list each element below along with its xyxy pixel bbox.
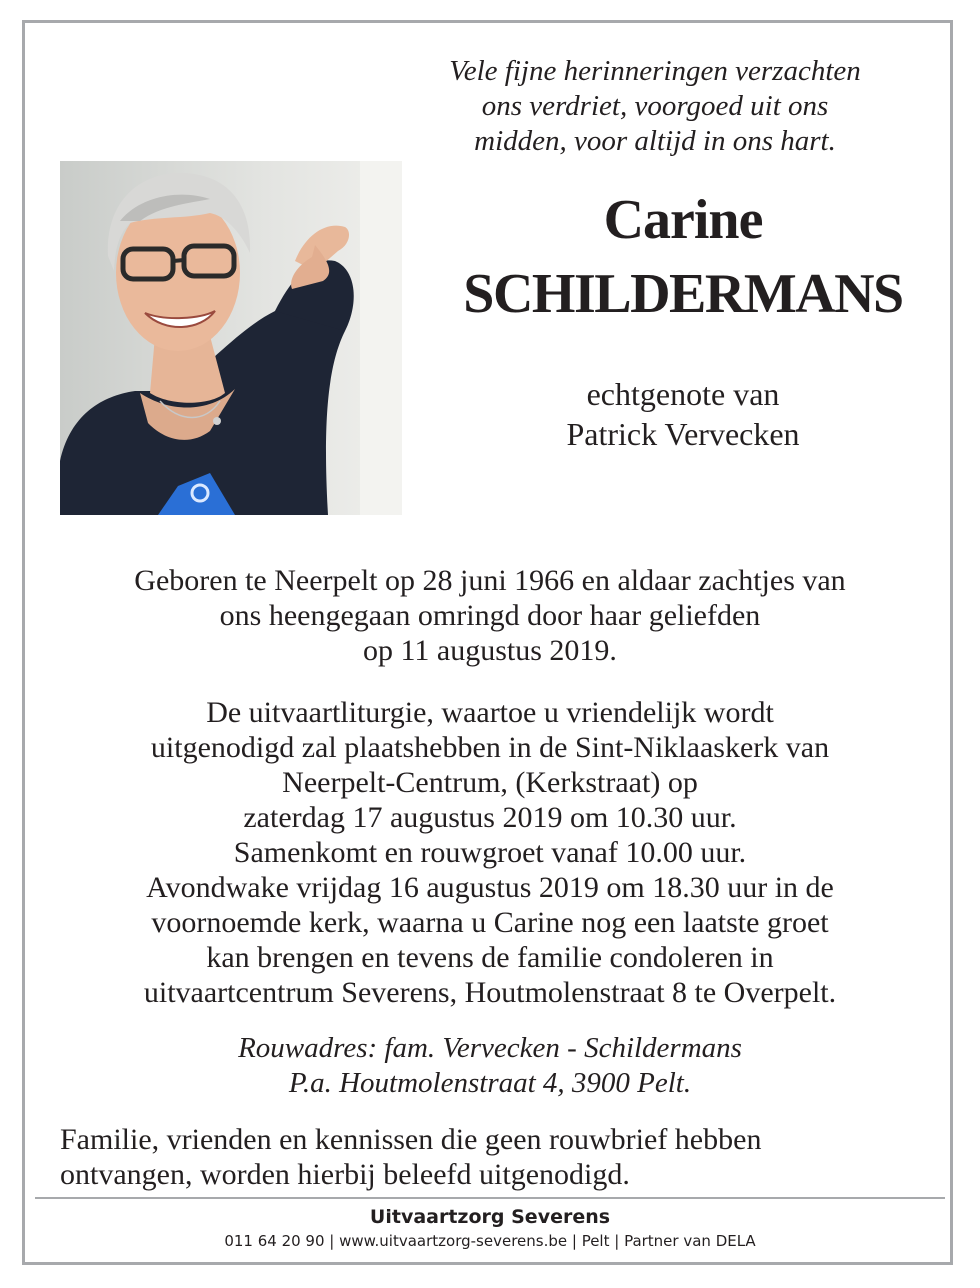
birth-death-paragraph <box>40 563 940 668</box>
text-line: Familie, vrienden en kennissen die geen rouwbrief hebben <box>60 1123 762 1156</box>
spouse-name: Patrick Vervecken <box>566 416 800 452</box>
verse-line: ons verdriet, voorgoed uit ons <box>481 90 829 122</box>
portrait-photo <box>60 161 402 515</box>
text-line: Avondwake vrijdag 16 augustus 2019 om 18.30 uur in de <box>146 871 834 904</box>
text-line: voornoemde kerk, waarna u Carine nog een laatste groet <box>151 906 829 939</box>
address-line: Rouwadres: fam. Vervecken - Schildermans <box>238 1032 742 1064</box>
spouse-info <box>428 374 938 454</box>
text-line: op 11 augustus 2019. <box>363 634 617 667</box>
deceased-last-name: SCHILDERMANS <box>463 263 903 325</box>
text-line: Samenkomt en rouwgroet vanaf 10.00 uur. <box>233 836 747 869</box>
footer-divider <box>35 1197 945 1199</box>
spouse-relation: echtgenote van <box>586 376 780 412</box>
deceased-first-name: Carine <box>603 189 763 251</box>
mourning-address <box>40 1031 940 1101</box>
invitation-paragraph <box>60 1122 930 1192</box>
verse-line: midden, voor altijd in ons hart. <box>474 125 836 157</box>
text-line: kan brengen en tevens de familie condoleren in <box>206 941 774 974</box>
text-line: uitgenodigd zal plaatshebben in de Sint-Niklaaskerk van <box>150 731 830 764</box>
liturgy-paragraph <box>40 695 940 1010</box>
funeral-home-name: Uitvaartzorg Severens <box>369 1206 611 1228</box>
verse-line: Vele fijne herinneringen verzachten <box>449 55 861 87</box>
text-line: zaterdag 17 augustus 2019 om 10.30 uur. <box>243 801 737 834</box>
text-line: Neerpelt-Centrum, (Kerkstraat) op <box>282 766 698 799</box>
text-line: uitvaartcentrum Severens, Houtmolenstraat 8 te Overpelt. <box>143 976 837 1009</box>
funeral-home-contact: 011 64 20 90 | www.uitvaartzorg-severens.be | Pelt | Partner van DELA <box>224 1232 756 1250</box>
text-line: Geboren te Neerpelt op 28 juni 1966 en aldaar zachtjes van <box>134 564 846 597</box>
text-line: ontvangen, worden hierbij beleefd uitgenodigd. <box>60 1158 630 1191</box>
text-line: ons heengegaan omringd door haar geliefden <box>219 599 761 632</box>
text-line: De uitvaartliturgie, waartoe u vriendelijk wordt <box>206 696 774 729</box>
address-line: P.a. Houtmolenstraat 4, 3900 Pelt. <box>288 1067 692 1099</box>
memorial-verse <box>420 54 890 159</box>
